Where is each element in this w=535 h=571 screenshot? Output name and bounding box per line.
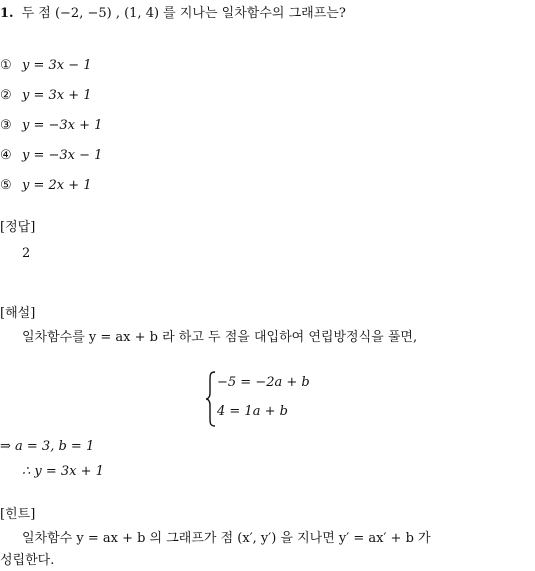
system-equation-1: −5 = −2a + b [217,375,310,390]
option-2-expr: y = 3x + 1 [22,88,92,103]
option-4-expr: y = −3x − 1 [22,148,103,163]
answer-value: 2 [22,246,31,261]
option-1[interactable] [0,58,92,74]
answer-header: [정답] [0,220,36,235]
equation-system [205,371,345,427]
solution-header: [해설] [0,306,36,321]
solution-intro: 일차함수를 y = ax + b 라 하고 두 점을 대입하여 연립방정식을 풀면, [22,330,418,345]
option-2-number: ② [0,88,12,103]
hint-header: [힌트] [0,507,36,522]
option-4[interactable] [0,148,102,164]
hint-line-2: 성립한다. [0,553,55,568]
option-3-number: ③ [0,118,12,133]
question-number: 1. [0,6,14,21]
hint-line-1: 일차함수 y = ax + b 의 그래프가 점 (x′, y′) 을 지나면 y′ = ax′ + b 가 [22,531,431,546]
question-text: 두 점 (−2, −5) , (1, 4) 를 지나는 일차함수의 그래프는? [21,6,346,21]
system-equation-2: 4 = 1a + b [217,404,288,419]
left-brace-icon [205,371,217,427]
option-1-number: ① [0,58,12,73]
option-5-expr: y = 2x + 1 [22,178,92,193]
option-5-number: ⑤ [0,178,12,193]
solution-result: ⇒ a = 3, b = 1 [0,439,95,454]
option-3-expr: y = −3x + 1 [22,118,103,133]
option-5[interactable] [0,178,92,194]
option-1-expr: y = 3x − 1 [22,58,92,73]
option-2[interactable] [0,88,92,104]
solution-conclusion: ∴ y = 3x + 1 [22,464,104,479]
option-3[interactable] [0,118,102,134]
question [0,6,346,22]
option-4-number: ④ [0,148,12,163]
